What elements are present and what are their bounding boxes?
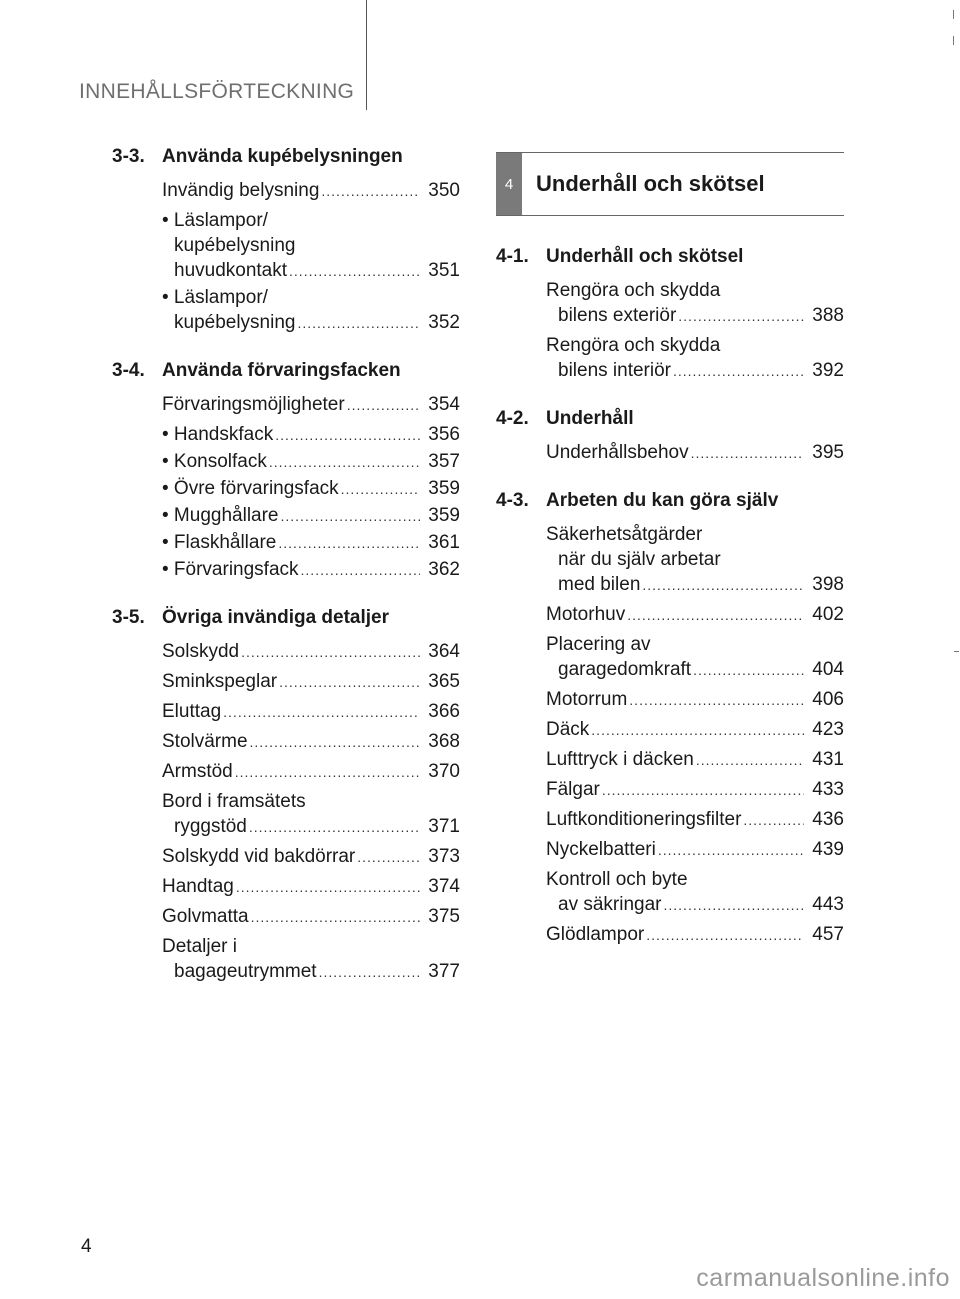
entry-text: Lufttryck i däcken <box>546 749 694 770</box>
entry-text: Luftkonditioneringsfilter <box>546 809 742 830</box>
toc-entry[interactable] <box>546 333 844 384</box>
entry-text: bilens interiör <box>558 360 671 381</box>
page-ref: 431 <box>812 749 844 770</box>
toc-section <box>112 359 460 583</box>
page-ref: 398 <box>812 574 844 595</box>
entry-text: Underhållsbehov <box>546 442 689 463</box>
crop-mark <box>953 36 954 45</box>
entry-text: Säkerhetsåtgärder <box>546 524 703 545</box>
entry-text: Förvaringsmöjligheter <box>162 394 345 415</box>
entry-text: • Läslampor/ <box>162 210 268 231</box>
entry-text: bagageutrymmet <box>174 961 317 982</box>
dot-leader <box>251 905 420 930</box>
dot-leader <box>696 748 804 773</box>
dot-leader <box>236 875 420 900</box>
chapter-number-tab: 4 <box>496 153 522 215</box>
toc-section <box>496 489 844 948</box>
section-title: Använda kupébelysningen <box>162 146 403 167</box>
section-heading <box>496 245 844 269</box>
entry-text: Nyckelbatteri <box>546 839 656 860</box>
entry-text: av säkringar <box>558 894 662 915</box>
toc-section <box>496 407 844 466</box>
entry-text: Armstöd <box>162 761 233 782</box>
entry-text: • Mugghållare <box>162 505 279 526</box>
section-title: Använda förvaringsfacken <box>162 360 401 381</box>
page-ref: 443 <box>812 894 844 915</box>
toc-entry[interactable] <box>546 632 844 683</box>
watermark: carmanualsonline.info <box>696 1264 950 1292</box>
toc-right-column <box>496 152 844 971</box>
section-number: 4-2. <box>496 408 529 429</box>
toc-entry[interactable] <box>546 278 844 329</box>
page-ref: 356 <box>428 424 460 445</box>
page-ref: 392 <box>812 360 844 381</box>
entry-text: Detaljer i <box>162 936 237 957</box>
dot-leader <box>664 893 805 918</box>
entry-text: Solskydd <box>162 641 240 662</box>
section-number: 4-3. <box>496 490 529 511</box>
dot-leader <box>321 179 420 204</box>
dot-leader <box>275 423 420 448</box>
dot-leader <box>602 778 804 803</box>
entry-text: • Handskfack <box>162 424 274 445</box>
entry-text: Rengöra och skydda <box>546 335 721 356</box>
entry-text: • Flaskhållare <box>162 532 277 553</box>
toc-entry[interactable] <box>162 285 460 336</box>
toc-entry[interactable] <box>546 522 844 598</box>
dot-leader <box>279 670 420 695</box>
page-ref: 366 <box>428 701 460 722</box>
toc-entry[interactable] <box>162 729 460 755</box>
page-ref: 350 <box>428 180 460 201</box>
page-ref: 395 <box>812 442 844 463</box>
entry-text: kupébelysning <box>174 235 296 256</box>
toc-entry[interactable] <box>546 602 844 628</box>
entry-text: huvudkontakt <box>174 260 288 281</box>
page-ref: 433 <box>812 779 844 800</box>
dot-leader <box>301 558 420 583</box>
section-heading <box>112 145 460 169</box>
page-ref: 377 <box>428 961 460 982</box>
page-ref: 404 <box>812 659 844 680</box>
toc-entry[interactable] <box>162 874 460 900</box>
section-title: Övriga invändiga detaljer <box>162 607 390 628</box>
toc-entry[interactable] <box>162 844 460 870</box>
page-ref: 352 <box>428 312 460 333</box>
section-number: 3-3. <box>112 146 145 167</box>
toc-entry[interactable] <box>162 639 460 665</box>
dot-leader <box>278 531 420 556</box>
page-ref: 359 <box>428 505 460 526</box>
entry-text: när du själv arbetar <box>558 549 721 570</box>
entry-text: Sminkspeglar <box>162 671 278 692</box>
dot-leader <box>249 815 420 840</box>
toc-entry[interactable] <box>162 557 460 583</box>
dot-leader <box>223 700 420 725</box>
toc-entry[interactable] <box>162 669 460 695</box>
toc-entry[interactable] <box>546 687 844 713</box>
entry-text: garagedomkraft <box>558 659 692 680</box>
section-number: 3-5. <box>112 607 145 628</box>
toc-entry[interactable] <box>162 530 460 556</box>
section-number: 4-1. <box>496 246 529 267</box>
dot-leader <box>347 393 420 418</box>
entry-text: bilens exteriör <box>558 305 677 326</box>
chapter-title: Underhåll och skötsel <box>536 171 765 196</box>
toc-entry[interactable] <box>546 440 844 466</box>
entry-text: • Läslampor/ <box>162 287 268 308</box>
page-number: 4 <box>81 1236 92 1257</box>
toc-entry[interactable] <box>162 503 460 529</box>
page-ref: 364 <box>428 641 460 662</box>
entry-text: Placering av <box>546 634 651 655</box>
page-ref: 374 <box>428 876 460 897</box>
toc-entry[interactable] <box>162 422 460 448</box>
dot-leader <box>678 304 804 329</box>
toc-entry[interactable] <box>546 807 844 833</box>
crop-mark <box>954 651 959 652</box>
header-title: INNEHÅLLSFÖRTECKNING <box>79 80 355 103</box>
toc-left-column <box>112 145 460 1008</box>
section-title: Underhåll <box>546 408 634 429</box>
dot-leader <box>281 504 421 529</box>
header-divider <box>366 0 367 110</box>
dot-leader <box>235 760 420 785</box>
dot-leader <box>250 730 420 755</box>
page-ref: 354 <box>428 394 460 415</box>
toc-entry[interactable] <box>162 449 460 475</box>
toc-entry[interactable] <box>162 208 460 284</box>
dot-leader <box>289 259 420 284</box>
entry-text: Solskydd vid bakdörrar <box>162 846 356 867</box>
toc-entry[interactable] <box>546 717 844 743</box>
crop-mark <box>953 10 954 19</box>
page-ref: 402 <box>812 604 844 625</box>
dot-leader <box>627 603 804 628</box>
right-sections <box>496 245 844 948</box>
entry-text: Glödlampor <box>546 924 645 945</box>
toc-entry[interactable] <box>546 922 844 948</box>
toc-entry[interactable] <box>162 476 460 502</box>
page-ref: 439 <box>812 839 844 860</box>
entry-text: Eluttag <box>162 701 222 722</box>
dot-leader <box>341 477 420 502</box>
dot-leader <box>658 838 804 863</box>
page-ref: 406 <box>812 689 844 710</box>
page-ref: 423 <box>812 719 844 740</box>
page-ref: 357 <box>428 451 460 472</box>
entry-text: Bord i framsätets <box>162 791 306 812</box>
page-ref: 371 <box>428 816 460 837</box>
entry-text: Däck <box>546 719 590 740</box>
toc-entry[interactable] <box>162 178 460 204</box>
entry-text: • Konsolfack <box>162 451 267 472</box>
toc-entry[interactable] <box>162 904 460 930</box>
entry-text: kupébelysning <box>174 312 296 333</box>
dot-leader <box>357 845 420 870</box>
entry-text: ryggstöd <box>174 816 247 837</box>
page-ref: 368 <box>428 731 460 752</box>
dot-leader <box>319 960 420 985</box>
section-heading <box>112 359 460 383</box>
page-ref: 375 <box>428 906 460 927</box>
entry-text: Invändig belysning <box>162 180 320 201</box>
section-number: 3-4. <box>112 360 145 381</box>
toc-entry[interactable] <box>546 777 844 803</box>
entry-text: Fälgar <box>546 779 600 800</box>
entry-text: Stolvärme <box>162 731 248 752</box>
entry-text: • Förvaringsfack <box>162 559 299 580</box>
dot-leader <box>629 688 804 713</box>
entry-text: Handtag <box>162 876 234 897</box>
toc-section <box>496 245 844 384</box>
dot-leader <box>269 450 420 475</box>
page-ref: 351 <box>428 260 460 281</box>
page-ref: 457 <box>812 924 844 945</box>
entry-text: Kontroll och byte <box>546 869 688 890</box>
section-heading <box>496 407 844 431</box>
dot-leader <box>241 640 420 665</box>
page-ref: 361 <box>428 532 460 553</box>
toc-section <box>112 145 460 336</box>
section-title: Arbeten du kan göra själv <box>546 490 779 511</box>
toc-entry[interactable] <box>162 934 460 985</box>
toc-entry[interactable] <box>546 837 844 863</box>
entry-text: Motorrum <box>546 689 628 710</box>
chapter-header <box>496 152 844 216</box>
entry-text: Motorhuv <box>546 604 626 625</box>
entry-text: Golvmatta <box>162 906 249 927</box>
page-ref: 388 <box>812 305 844 326</box>
toc-entry[interactable] <box>162 759 460 785</box>
dot-leader <box>693 658 804 683</box>
page-ref: 365 <box>428 671 460 692</box>
entry-text: • Övre förvaringsfack <box>162 478 339 499</box>
dot-leader <box>591 718 804 743</box>
section-heading <box>112 606 460 630</box>
dot-leader <box>691 441 804 466</box>
page-ref: 362 <box>428 559 460 580</box>
page-ref: 370 <box>428 761 460 782</box>
toc-entry[interactable] <box>546 747 844 773</box>
section-title: Underhåll och skötsel <box>546 246 744 267</box>
page-ref: 359 <box>428 478 460 499</box>
entry-text: med bilen <box>558 574 641 595</box>
section-heading <box>496 489 844 513</box>
dot-leader <box>642 573 804 598</box>
entry-text: Rengöra och skydda <box>546 280 721 301</box>
toc-entry[interactable] <box>162 789 460 840</box>
dot-leader <box>297 311 420 336</box>
page-ref: 373 <box>428 846 460 867</box>
dot-leader <box>673 359 804 384</box>
toc-entry[interactable] <box>546 867 844 918</box>
toc-entry[interactable] <box>162 392 460 418</box>
dot-leader <box>646 923 804 948</box>
page-ref: 436 <box>812 809 844 830</box>
dot-leader <box>743 808 804 833</box>
toc-section <box>112 606 460 985</box>
toc-entry[interactable] <box>162 699 460 725</box>
